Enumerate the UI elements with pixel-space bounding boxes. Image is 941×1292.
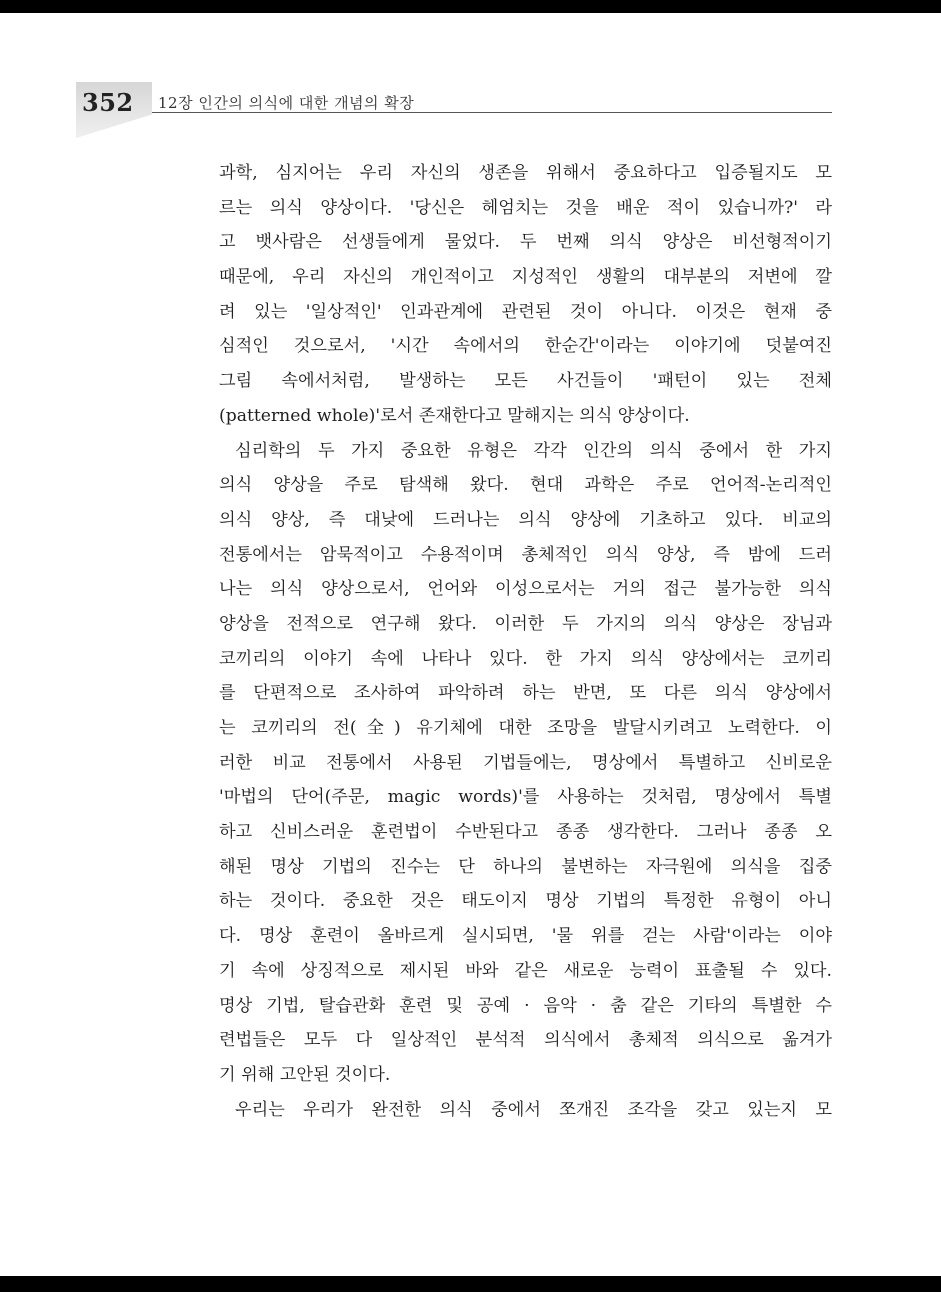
bottom-edge-bar [0,1276,941,1292]
text-line: 를 단편적으로 조사하여 파악하려 하는 반면, 또 다른 의식 양상에서 [219,683,832,704]
text-line: 다. 명상 훈련이 올바르게 실시되면, '물 위를 걷는 사람'이라는 이야 [219,926,832,947]
text-line: 그림 속에서처럼, 발생하는 모든 사건들이 '패턴이 있는 전체 [219,371,832,392]
text-line: 과학, 심지어는 우리 자신의 생존을 위해서 중요하다고 입증될지도 모 [219,163,832,183]
text-line: 의식 양상을 주로 탐색해 왔다. 현대 과학은 주로 언어적-논리적인 [219,475,832,496]
text-line: 나는 의식 양상으로서, 언어와 이성으로서는 거의 접근 불가능한 의식 [219,579,832,600]
text-line: 련법들은 모두 다 일상적인 분석적 의식에서 총체적 의식으로 옮겨가 [219,1030,832,1051]
text-line: 하고 신비스러운 훈련법이 수반된다고 종종 생각한다. 그러나 종종 오 [219,822,832,843]
text-line: 기 위해 고안된 것이다. [219,1064,391,1085]
text-line: 의식 양상, 즉 대낮에 드러나는 의식 양상에 기초하고 있다. 비교의 [219,509,832,530]
text-line: (patterned whole)'로서 존재한다고 말해지는 의식 양상이다. [219,405,690,426]
text-line: 코끼리의 이야기 속에 나타나 있다. 한 가지 의식 양상에서는 코끼리 [219,648,832,669]
page-number: 352 [82,88,134,117]
text-line: 우리는 우리가 완전한 의식 중에서 쪼개진 조각을 갖고 있는지 모 [235,1099,832,1120]
text-line: 명상 기법, 탈습관화 훈련 및 공예 · 음악 · 춤 같은 기타의 특별한 수 [219,995,832,1016]
text-line: 양상을 전적으로 연구해 왔다. 이러한 두 가지의 의식 양상은 장님과 [219,613,832,634]
text-line: 고 뱃사람은 선생들에게 물었다. 두 번째 의식 양상은 비선형적이기 [219,232,832,253]
text-line: 심적인 것으로서, '시간 속에서의 한순간'이라는 이야기에 덧붙여진 [219,336,832,357]
text-line: 해된 명상 기법의 진수는 단 하나의 불변하는 자극원에 의식을 집중 [219,856,832,877]
running-header-chapter-title: 12장 인간의 의식에 대한 개념의 확장 [158,94,415,112]
body-text [219,161,832,1132]
header-rule [152,112,832,113]
text-line: 심리학의 두 가지 중요한 유형은 각각 인간의 의식 중에서 한 가지 [235,440,832,461]
text-line: 때문에, 우리 자신의 개인적이고 지성적인 생활의 대부분의 저변에 깔 [219,267,832,288]
text-line: 르는 의식 양상이다. '당신은 헤엄치는 것을 배운 적이 있습니까?' 라 [219,197,832,218]
text-line: 하는 것이다. 중요한 것은 태도이지 명상 기법의 특정한 유형이 아니 [219,891,832,912]
text-line: 전통에서는 암묵적이고 수용적이며 총체적인 의식 양상, 즉 밤에 드러 [219,544,832,565]
text-line: 려 있는 '일상적인' 인과관계에 관련된 것이 아니다. 이것은 현재 중 [219,301,832,322]
text-line: 러한 비교 전통에서 사용된 기법들에는, 명상에서 특별하고 신비로운 [219,752,832,773]
top-edge-bar [0,0,941,13]
text-line: '마법의 단어(주문, magic words)'를 사용하는 것처럼, 명상에서 특별 [219,787,832,808]
text-line: 기 속에 상징적으로 제시된 바와 같은 새로운 능력이 표출될 수 있다. [219,960,832,981]
text-line: 는 코끼리의 전(全) 유기체에 대한 조망을 발달시키려고 노력한다. 이 [219,718,832,738]
